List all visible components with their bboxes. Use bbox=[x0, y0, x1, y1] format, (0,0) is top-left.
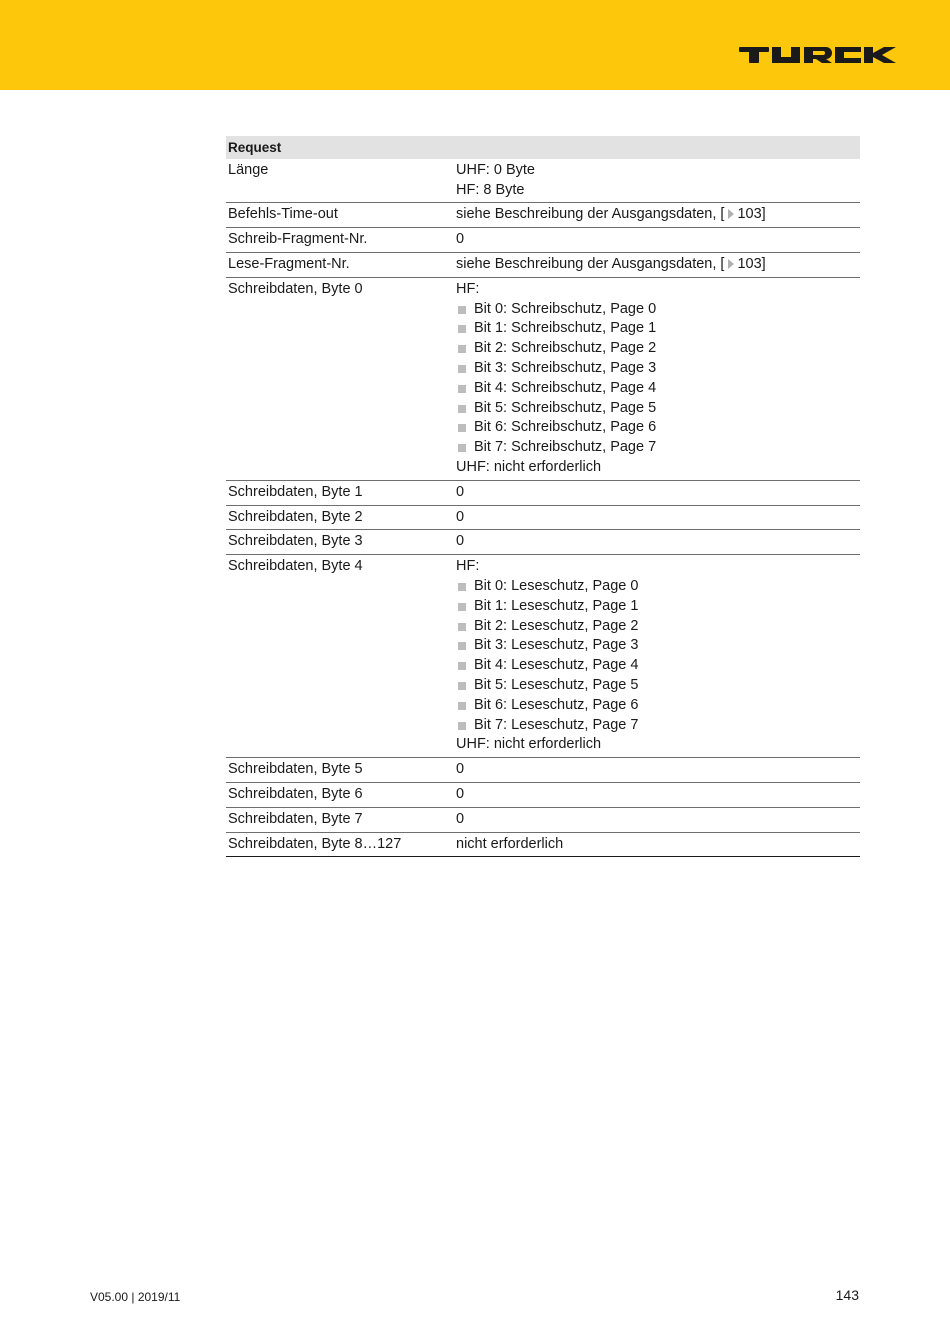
bullet-text: Bit 2: Leseschutz, Page 2 bbox=[474, 617, 639, 634]
table-row bbox=[226, 228, 860, 253]
row-value-cell bbox=[454, 203, 860, 228]
footer-version: V05.00 | 2019/11 bbox=[90, 1290, 181, 1304]
page-ref-bracket: [ bbox=[720, 255, 725, 272]
bullet-text: Bit 0: Schreibschutz, Page 0 bbox=[474, 300, 657, 317]
bullet-item bbox=[456, 597, 860, 617]
row-label: Länge bbox=[226, 159, 454, 203]
row-label: Schreib-Fragment-Nr. bbox=[226, 228, 454, 253]
bullet-square-icon bbox=[458, 306, 466, 314]
bullet-text: Bit 4: Schreibschutz, Page 4 bbox=[474, 379, 657, 396]
bullet-item bbox=[456, 418, 860, 438]
table-row bbox=[226, 203, 860, 228]
row-label: Schreibdaten, Byte 4 bbox=[226, 555, 454, 758]
table-header-row bbox=[226, 136, 860, 159]
table-header: Request bbox=[226, 136, 860, 159]
row-value-cell bbox=[454, 252, 860, 277]
bullet-text: Bit 5: Schreibschutz, Page 5 bbox=[474, 399, 657, 416]
row-value-cell bbox=[454, 277, 860, 480]
bullet-item bbox=[456, 359, 860, 379]
page-ref-link[interactable]: 103] bbox=[737, 255, 766, 272]
bullet-item bbox=[456, 676, 860, 696]
bullet-item bbox=[456, 339, 860, 359]
page-number: 143 bbox=[835, 1287, 859, 1303]
row-value-cell: 0 bbox=[454, 505, 860, 530]
turck-logo-icon bbox=[739, 44, 915, 64]
table-row bbox=[226, 555, 860, 758]
row-label: Schreibdaten, Byte 7 bbox=[226, 807, 454, 832]
row-value-intro: HF: bbox=[456, 558, 480, 575]
table-row bbox=[226, 505, 860, 530]
bullet-item bbox=[456, 438, 860, 458]
row-label: Lese-Fragment-Nr. bbox=[226, 252, 454, 277]
row-value-intro: HF: bbox=[456, 280, 480, 297]
page-ref-link[interactable]: 103] bbox=[737, 206, 766, 223]
bullet-square-icon bbox=[458, 662, 466, 670]
bullet-text: Bit 2: Schreibschutz, Page 2 bbox=[474, 340, 657, 357]
row-value-text: siehe Beschreibung der Ausgangsdaten, bbox=[456, 206, 717, 223]
bullet-item bbox=[456, 617, 860, 637]
row-value-cell: 0 bbox=[454, 480, 860, 505]
bullet-square-icon bbox=[458, 603, 466, 611]
bullet-text: Bit 1: Leseschutz, Page 1 bbox=[474, 597, 639, 614]
row-label: Schreibdaten, Byte 8…127 bbox=[226, 832, 454, 857]
bullet-text: Bit 3: Schreibschutz, Page 3 bbox=[474, 359, 657, 376]
bullet-square-icon bbox=[458, 424, 466, 432]
row-label: Schreibdaten, Byte 1 bbox=[226, 480, 454, 505]
bullet-item bbox=[456, 319, 860, 339]
bullet-text: Bit 4: Leseschutz, Page 4 bbox=[474, 657, 639, 674]
page-ref-bracket: [ bbox=[720, 206, 725, 223]
table-row bbox=[226, 252, 860, 277]
table-row bbox=[226, 530, 860, 555]
table-row bbox=[226, 782, 860, 807]
bullet-item bbox=[456, 696, 860, 716]
bullet-square-icon bbox=[458, 623, 466, 631]
row-value-text: siehe Beschreibung der Ausgangsdaten, bbox=[456, 255, 717, 272]
bullet-square-icon bbox=[458, 444, 466, 452]
bullet-square-icon bbox=[458, 583, 466, 591]
row-value-cell: 0 bbox=[454, 758, 860, 783]
bullet-item bbox=[456, 399, 860, 419]
turck-logo bbox=[739, 44, 915, 64]
bullet-item bbox=[456, 577, 860, 597]
bullet-item bbox=[456, 379, 860, 399]
row-value-cell bbox=[454, 555, 860, 758]
bullet-item bbox=[456, 716, 860, 736]
table-row bbox=[226, 832, 860, 857]
row-label: Schreibdaten, Byte 0 bbox=[226, 277, 454, 480]
bullet-item bbox=[456, 636, 860, 656]
bullet-text: Bit 7: Schreibschutz, Page 7 bbox=[474, 439, 657, 456]
row-label: Schreibdaten, Byte 5 bbox=[226, 758, 454, 783]
table-row bbox=[226, 159, 860, 203]
bullet-text: Bit 0: Leseschutz, Page 0 bbox=[474, 577, 639, 594]
row-value-cell: nicht erforderlich bbox=[454, 832, 860, 857]
bullet-square-icon bbox=[458, 345, 466, 353]
bullet-square-icon bbox=[458, 365, 466, 373]
table-row bbox=[226, 277, 860, 480]
row-value-outro: UHF: nicht erforderlich bbox=[456, 736, 602, 753]
row-value-cell bbox=[454, 159, 860, 203]
bullet-square-icon bbox=[458, 702, 466, 710]
bullet-item bbox=[456, 656, 860, 676]
row-label: Schreibdaten, Byte 2 bbox=[226, 505, 454, 530]
bullet-text: Bit 5: Leseschutz, Page 5 bbox=[474, 676, 639, 693]
bullet-item bbox=[456, 300, 860, 320]
table-row bbox=[226, 807, 860, 832]
row-label: Befehls-Time-out bbox=[226, 203, 454, 228]
row-value-cell: 0 bbox=[454, 228, 860, 253]
row-value-outro: UHF: nicht erforderlich bbox=[456, 458, 602, 475]
row-value-line: UHF: 0 Byte bbox=[456, 161, 535, 178]
bullet-square-icon bbox=[458, 682, 466, 690]
table-row bbox=[226, 480, 860, 505]
row-value-cell: 0 bbox=[454, 530, 860, 555]
page-ref-arrow-icon bbox=[728, 259, 734, 269]
row-label: Schreibdaten, Byte 3 bbox=[226, 530, 454, 555]
row-value-line: HF: 8 Byte bbox=[456, 181, 525, 198]
bullet-square-icon bbox=[458, 642, 466, 650]
request-table bbox=[226, 136, 860, 857]
bullet-text: Bit 3: Leseschutz, Page 3 bbox=[474, 637, 639, 654]
bullet-text: Bit 6: Leseschutz, Page 6 bbox=[474, 696, 639, 713]
row-label: Schreibdaten, Byte 6 bbox=[226, 782, 454, 807]
bullet-text: Bit 7: Leseschutz, Page 7 bbox=[474, 716, 639, 733]
bullet-square-icon bbox=[458, 405, 466, 413]
bullet-square-icon bbox=[458, 722, 466, 730]
bullet-square-icon bbox=[458, 325, 466, 333]
table-row bbox=[226, 758, 860, 783]
bullet-text: Bit 6: Schreibschutz, Page 6 bbox=[474, 419, 657, 436]
bullet-square-icon bbox=[458, 385, 466, 393]
row-value-cell: 0 bbox=[454, 807, 860, 832]
bullet-text: Bit 1: Schreibschutz, Page 1 bbox=[474, 320, 657, 337]
page-ref-arrow-icon bbox=[728, 209, 734, 219]
row-value-cell: 0 bbox=[454, 782, 860, 807]
